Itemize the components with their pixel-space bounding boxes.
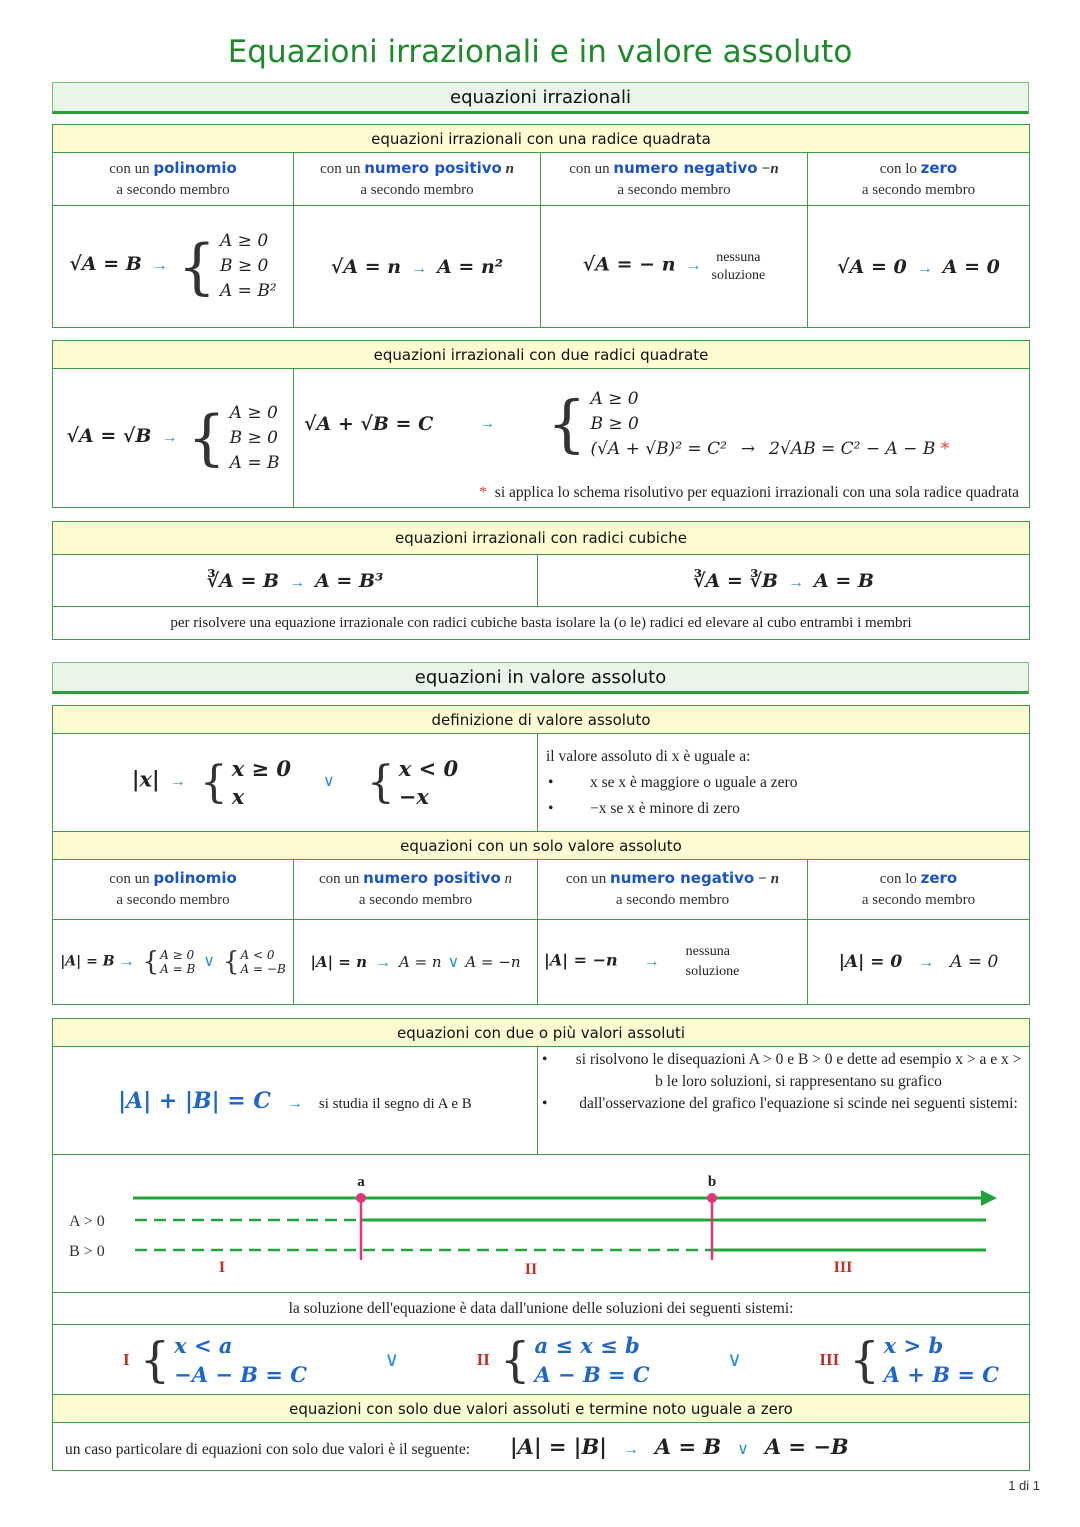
header-definizione: definizione di valore assoluto xyxy=(53,706,1030,734)
header-un-valore: equazioni con un solo valore assoluto xyxy=(53,832,1030,860)
formula-cubica-1: ∛A = B → A = B³ xyxy=(53,555,538,607)
label-row1: A > 0 xyxy=(69,1212,105,1230)
bullets-piu-valori: • si risolvono le disequazioni A > 0 e B > 0 e dette ad esempio x > a e x > b le loro soluzioni, si rappresentano su grafico • dall'osservazione del grafico l'equazione si scinde nei seguenti sistemi: xyxy=(538,1047,1030,1155)
region-2: II xyxy=(524,1260,538,1278)
col-positivo: con un numero positivo n a secondo membro xyxy=(294,153,541,206)
header-due-radici: equazioni irrazionali con due radici quadrate xyxy=(53,341,1030,369)
note-radici-cubiche: per risolvere una equazione irrazionale con radici cubiche basta isolare la (o le) radici ed elevare al cubo entrambi i membri xyxy=(53,607,1030,640)
label-b: b xyxy=(707,1173,717,1190)
page-title: Equazioni irrazionali e in valore assoluto xyxy=(227,34,853,70)
desc-definizione: il valore assoluto di x è uguale a: • x se x è maggiore o uguale a zero • −x se x è minore di zero xyxy=(538,734,1030,832)
formula-polinomio: √A = B → { A ≥ 0 B ≥ 0 A = B² xyxy=(53,206,294,328)
union-text: la soluzione dell'equazione è data dall'unione delle soluzioni dei seguenti sistemi: xyxy=(53,1293,1030,1325)
formula-cubica-2: ∛A = ∛B → A = B xyxy=(538,555,1030,607)
col-va-polinomio: con un polinomio a secondo membro xyxy=(53,860,294,920)
note-due-radici: * si applica lo schema risolutivo per equazioni irrazionali con una sola radice quadrata xyxy=(294,479,1030,507)
formula-due-radici-1: √A = √B → { A ≥ 0 B ≥ 0 A = B xyxy=(53,369,294,508)
header-radici-cubiche: equazioni irrazionali con radici cubiche xyxy=(53,522,1030,555)
header-una-radice: equazioni irrazionali con una radice quadrata xyxy=(53,125,1030,153)
col-zero: con lo zero a secondo membro xyxy=(808,153,1030,206)
formula-va-positivo: |A| = n → A = n ∨ A = −n xyxy=(294,920,538,1005)
section-valore-assoluto: equazioni in valore assoluto xyxy=(52,662,1029,694)
formula-due-radici-2: √A + √B = C → { A ≥ 0 B ≥ 0 (√A + √B)² = C² → 2√AB = C² − A − B * xyxy=(294,369,1030,480)
graph-arrow xyxy=(981,1190,997,1206)
formula-va-polinomio: |A| = B → { A ≥ 0 A = B ∨ { A < 0 A = −B xyxy=(53,920,294,1005)
col-negativo: con un numero negativo −n a secondo membro xyxy=(541,153,808,206)
table-una-radice xyxy=(52,124,1030,328)
mark-b-dot xyxy=(707,1193,717,1203)
col-va-positivo: con un numero positivo n a secondo membro xyxy=(294,860,538,920)
table-definizione xyxy=(52,705,1030,1005)
sign-graph-svg xyxy=(53,1156,1028,1292)
page-number: 1 di 1 xyxy=(1008,1478,1040,1493)
formula-zero: √A = 0 → A = 0 xyxy=(808,206,1030,328)
formula-positivo: √A = n → A = n² xyxy=(294,206,541,328)
region-3: III xyxy=(833,1258,853,1276)
col-polinomio: con un polinomio a secondo membro xyxy=(53,153,294,206)
formula-definizione: |x| → { x ≥ 0 x ∨ { x < 0 −x xyxy=(53,734,538,832)
region-1: I xyxy=(218,1258,226,1276)
col-va-zero: con lo zero a secondo membro xyxy=(808,860,1030,920)
label-row2: B > 0 xyxy=(69,1242,105,1260)
formula-va-negativo: |A| = −n →nessuna soluzione xyxy=(538,920,808,1005)
case-row: un caso particolare di equazioni con solo due valori è il seguente: |A| = |B| → A = B ∨ A = −B xyxy=(53,1423,1030,1471)
formula-va-zero: |A| = 0 → A = 0 xyxy=(808,920,1030,1005)
section-irrazionali: equazioni irrazionali xyxy=(52,82,1029,114)
system-1: I { x < a −A − B = C xyxy=(123,1331,307,1388)
system-2: II { a ≤ x ≤ b A − B = C xyxy=(476,1331,650,1388)
table-due-radici xyxy=(52,340,1030,508)
table-piu-valori xyxy=(52,1018,1030,1471)
header-due-valori-zero: equazioni con solo due valori assoluti e termine noto uguale a zero xyxy=(53,1395,1030,1423)
label-a: a xyxy=(357,1173,365,1190)
col-va-negativo: con un numero negativo − n a secondo membro xyxy=(538,860,808,920)
system-3: III { x > b A + B = C xyxy=(819,1331,999,1388)
formula-negativo: √A = − n →nessuna soluzione xyxy=(541,206,808,328)
systems-row: I { x < a −A − B = C ∨ II { a ≤ x ≤ b A − B = C ∨ III { x > b A + B = C xyxy=(53,1325,1030,1395)
table-radici-cubiche xyxy=(52,521,1030,640)
sign-graph xyxy=(53,1155,1030,1293)
formula-piu-valori: |A| + |B| = C → si studia il segno di A e B xyxy=(53,1047,538,1155)
mark-a-dot xyxy=(356,1193,366,1203)
header-piu-valori: equazioni con due o più valori assoluti xyxy=(53,1019,1030,1047)
